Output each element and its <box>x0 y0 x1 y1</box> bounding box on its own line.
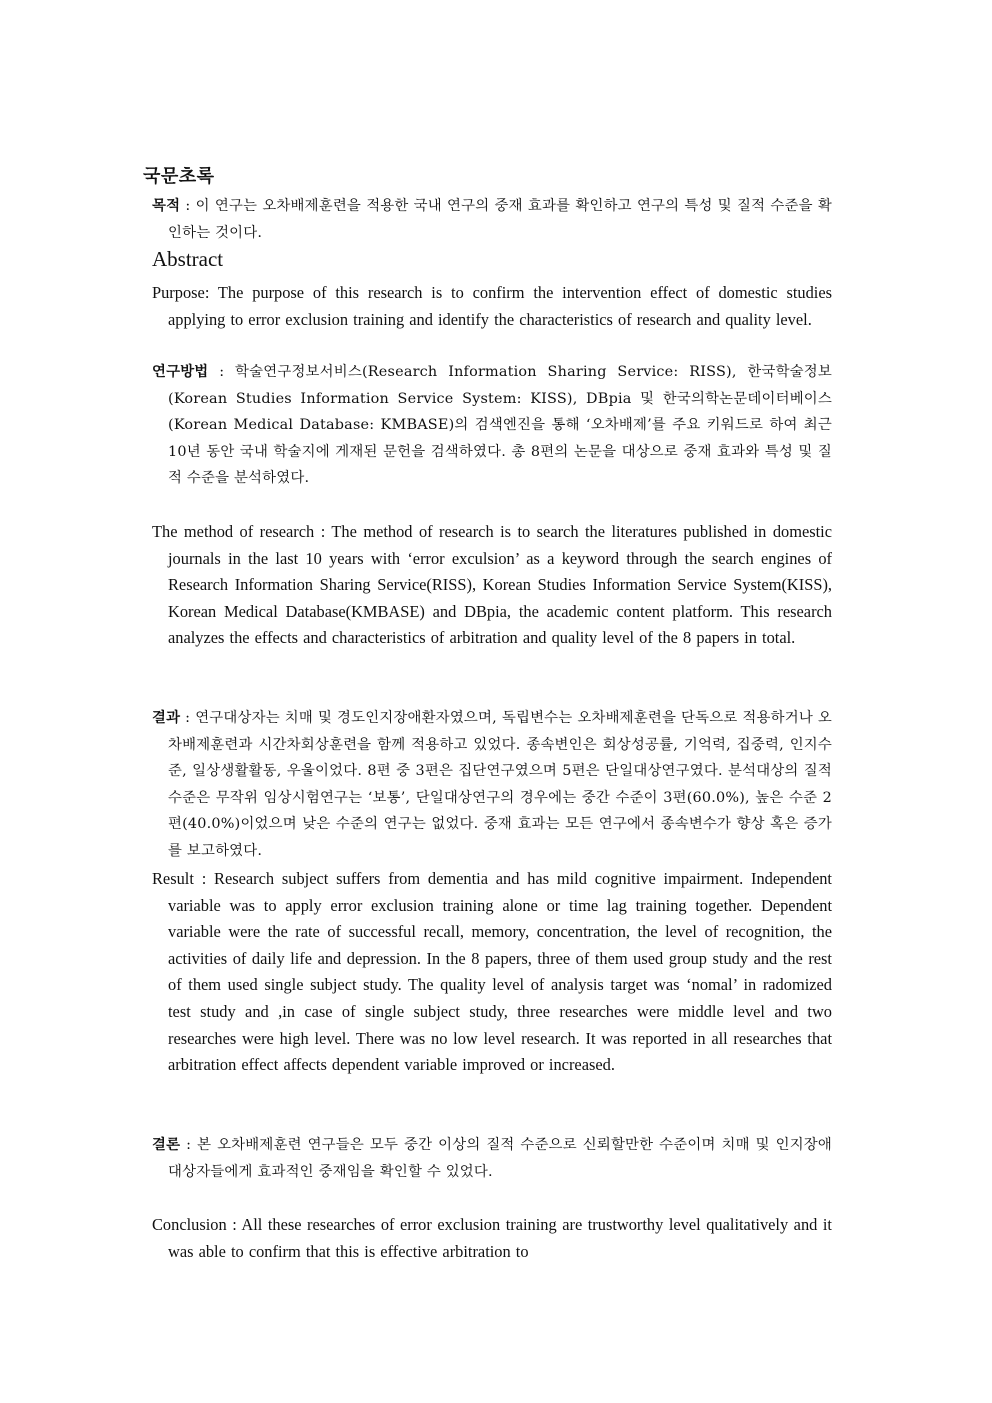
english-conclusion-paragraph: Conclusion : All these researches of error exclusion training are trustworthy level qualitatively and it was able to confirm that this is effective arbitration to <box>152 1215 832 1261</box>
korean-conclusion-paragraph <box>152 1132 832 1185</box>
english-method-paragraph: The method of research : The method of research is to search the literatures published in domestic journals in the last 10 years with ‘error exculsion’ as a keyword through the search engines of Research Information Sharing Service(RISS), Korean Studies Information Service System(KISS), Korean Medical Database(KMBASE) and DBpia, the academic content platform. This research analyzes the effects and characteristics of arbitration and quality level of the 8 papers in total. <box>152 522 832 648</box>
korean-conclusion-text: : 본 오차배제훈련 연구들은 모두 중간 이상의 질적 수준으로 신뢰할만한 수준이며 치매 및 인지장애 대상자들에게 효과적인 중재임을 확인할 수 있었다. <box>168 1137 832 1180</box>
korean-method-label: 연구방법 <box>152 363 209 380</box>
korean-conclusion-label: 결론 <box>152 1136 181 1153</box>
english-result-paragraph: Result : Research subject suffers from dementia and has mild cognitive impairment. Independent variable was to apply error exclusion training alone or time lag training together. Dependent variable were the rate of successful recall, memory, concentration, the level of recognition, the activities of daily life and depression. In the 8 papers, three of them used group study and the rest of them used single subject study. The quality level of analysis target was ‘nomal’ in radomized test study and ,in case of single subject study, three researches were middle level and two researches were high level. There was no low level research. It was reported in all researches that arbitration effect affects dependent variable improved or increased. <box>152 869 832 1075</box>
korean-method-text: : 학술연구정보서비스(Research Information Sharing Service: RISS), 한국학술정보(Korean Studies Information Service System: KISS), DBpia 및 한국의학논문데이터베이스(Korean Medical Database: KMBASE)의 검색엔진을 통해 ‘오차배제’를 주요 키워드로 하여 최근 10년 동안 국내 학술지에 게재된 문헌을 검색하였다. 총 8편의 논문을 대상으로 중재 효과와 특성 및 질적 수준을 분석하였다. <box>168 364 832 487</box>
korean-method-paragraph <box>152 359 832 492</box>
korean-purpose-paragraph <box>152 193 832 246</box>
korean-result-text: : 연구대상자는 치매 및 경도인지장애환자였으며, 독립변수는 오차배제훈련을 단독으로 적용하거나 오차배제훈련과 시간차회상훈련을 함께 적용하고 있었다. 종속변인은 회상성공률, 기억력, 집중력, 인지수준, 일상생활활동, 우울이었다. 8편 중 3편은 집단연구였으며 5편은 단일대상연구였다. 분석대상의 질적 수준은 무작위 임상시험연구는 ‘보통’, 단일대상연구의 경우에는 중간 수준이 3편(60.0%), 높은 수준 2편(40.0%)이었으며 낮은 수준의 연구는 없었다. 중재 효과는 모든 연구에서 종속변수가 향상 혹은 증가를 보고하였다. <box>168 710 832 859</box>
korean-purpose-label: 목적 <box>152 197 181 214</box>
korean-result-paragraph <box>152 705 832 865</box>
english-purpose-paragraph: Purpose: The purpose of this research is to confirm the intervention effect of domestic studies applying to error exclusion training and identify the characteristics of research and quality level. <box>152 283 832 329</box>
korean-purpose-text: : 이 연구는 오차배제훈련을 적용한 국내 연구의 중재 효과를 확인하고 연구의 특성 및 질적 수준을 확인하는 것이다. <box>168 198 832 241</box>
korean-result-label: 결과 <box>152 709 181 726</box>
english-abstract-heading: Abstract <box>152 247 224 271</box>
korean-abstract-heading: 국문초록 <box>143 166 215 187</box>
